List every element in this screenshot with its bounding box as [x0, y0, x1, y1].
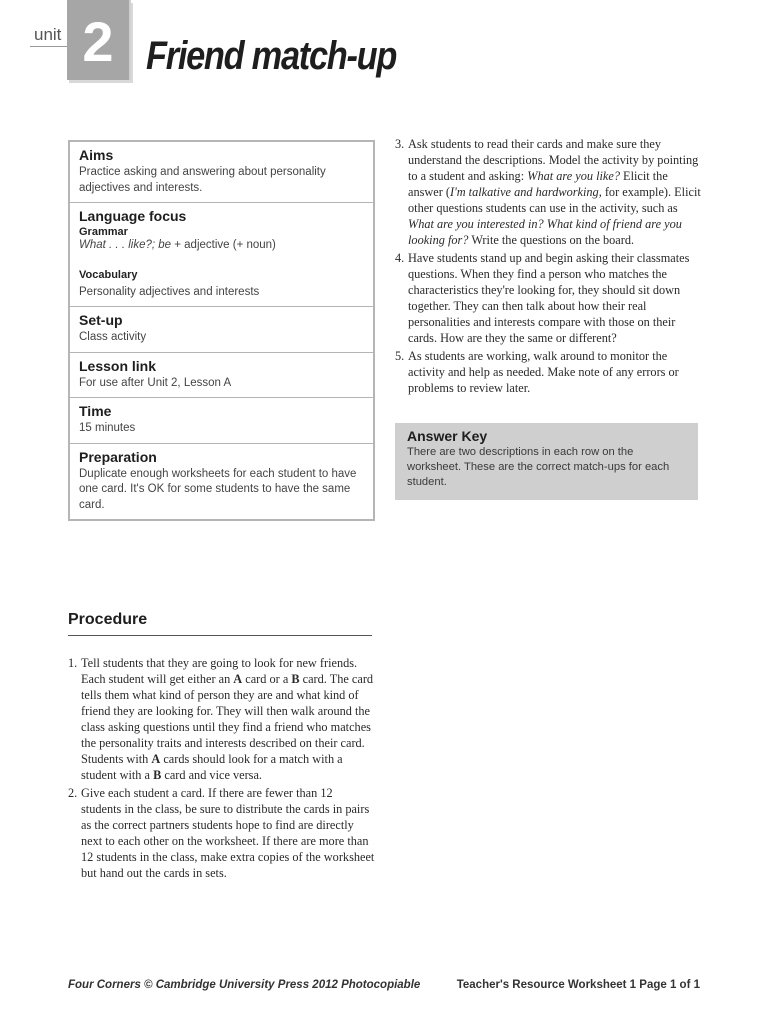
procedure-step-3 — [395, 136, 701, 248]
card-a-label: A — [151, 752, 161, 766]
preparation-section — [70, 444, 373, 520]
footer-page-info: Teacher's Resource Worksheet 1 Page 1 of 1 — [456, 979, 700, 991]
grammar-text — [79, 238, 364, 254]
language-focus-section — [70, 203, 373, 307]
aims-title: Aims — [79, 147, 114, 163]
procedure-step-5 — [395, 348, 701, 396]
aims-text: Practice asking and answering about personality adjectives and interests. — [79, 166, 326, 194]
step-1-text: card and vice versa. — [161, 768, 262, 782]
procedure-list — [68, 655, 375, 883]
unit-number-badge — [67, 0, 131, 80]
page-title: Friend match-up — [146, 34, 397, 78]
step-5-number: 5. — [395, 349, 405, 363]
step-3-number: 3. — [395, 137, 405, 151]
step-4-number: 4. — [395, 251, 405, 265]
unit-number: 2 — [82, 10, 114, 73]
procedure-step-1 — [68, 655, 375, 783]
vocabulary-title: Vocabulary — [79, 268, 138, 281]
setup-text: Class activity — [79, 331, 147, 343]
step-3-text: Write the questions on the board. — [468, 233, 635, 247]
footer-copyright: Four Corners © Cambridge University Press 2012 Photocopiable — [68, 979, 421, 991]
step-1-text: cards should look for a match with a student with a — [81, 752, 343, 782]
step-2-number: 2. — [68, 786, 78, 800]
step-2-text: Give each student a card. If there are fewer than 12 students in the class, be sure to distribute the cards in pairs as the correct partners students hope to find are directly next to each other on the worksheet. If there are more than 12 students in the class, make extra copies of the worksheet but hand out the cards in sets. — [81, 786, 375, 880]
time-title: Time — [79, 403, 112, 419]
preparation-text: Duplicate enough worksheets for each student to have one card. It's OK for some students to have the same card. — [79, 467, 357, 511]
lesson-info-box — [68, 140, 375, 521]
procedure-title: Procedure — [68, 611, 148, 628]
language-focus-title: Language focus — [79, 208, 187, 224]
grammar-rest: + adjective (+ noun) — [171, 239, 276, 251]
procedure-step-2 — [68, 785, 375, 881]
step-1-number: 1. — [68, 656, 78, 670]
time-text: 15 minutes — [79, 422, 136, 434]
preparation-title: Preparation — [79, 448, 157, 465]
step-3-italic-question: What are you like? — [527, 169, 620, 183]
step-1-text: card or a — [242, 672, 292, 686]
unit-divider — [30, 46, 68, 47]
step-3-text: for example). Elicit other questions students can use in the activity, such as — [408, 185, 701, 215]
answer-key-title: Answer Key — [407, 428, 488, 444]
grammar-title: Grammar — [79, 226, 128, 238]
step-1-text: card. The card tells them what kind of person they are and what kind of friend they are looking for. They will then walk around the class asking questions until they find a friend who matches the personality traits and interests described on their card. Students with — [81, 672, 374, 766]
step-3-italic-answer: I'm talkative and hardworking, — [450, 185, 602, 199]
step-3-italic-questions: What are you interested in? What kind of friend are you looking for? — [408, 217, 682, 247]
unit-label: unit — [34, 25, 62, 44]
vocabulary-text: Personality adjectives and interests — [79, 285, 260, 298]
procedure-continued — [395, 136, 701, 398]
time-section — [70, 398, 373, 444]
step-4-text: Have students stand up and begin asking their classmates questions. When they find a person who matches the characteristics they're looking for, they should sit down together. They can then talk about how their real personalities and interests compare with those on their cards. How are they the same or different? — [408, 251, 690, 345]
lesson-link-text: For use after Unit 2, Lesson A — [79, 376, 232, 389]
lesson-link-title: Lesson link — [79, 357, 157, 374]
step-3-text: Ask students to read their cards and make sure they understand the descriptions. Model the activity by pointing to a student and asking: — [408, 137, 699, 183]
step-5-text: As students are working, walk around to monitor the activity and help as needed. Make note of any errors or problems to review later. — [408, 349, 679, 395]
answer-key-text: There are two descriptions in each row on the worksheet. These are the correct match-ups for each student. — [407, 446, 670, 488]
procedure-divider — [68, 635, 372, 636]
grammar-italic: What . . . like?; be — [79, 239, 172, 251]
card-b-label: B — [291, 672, 300, 686]
card-a-label: A — [233, 672, 243, 686]
aims-section — [70, 142, 373, 203]
lesson-link-section — [70, 353, 373, 399]
setup-title: Set-up — [79, 312, 123, 328]
setup-section — [70, 307, 373, 353]
card-b-label: B — [153, 768, 162, 782]
procedure-step-4 — [395, 250, 701, 346]
step-3-text: Elicit the answer ( — [408, 169, 668, 199]
step-1-text: Tell students that they are going to look for new friends. Each student will get either an — [81, 656, 358, 686]
answer-key-box — [395, 423, 698, 500]
